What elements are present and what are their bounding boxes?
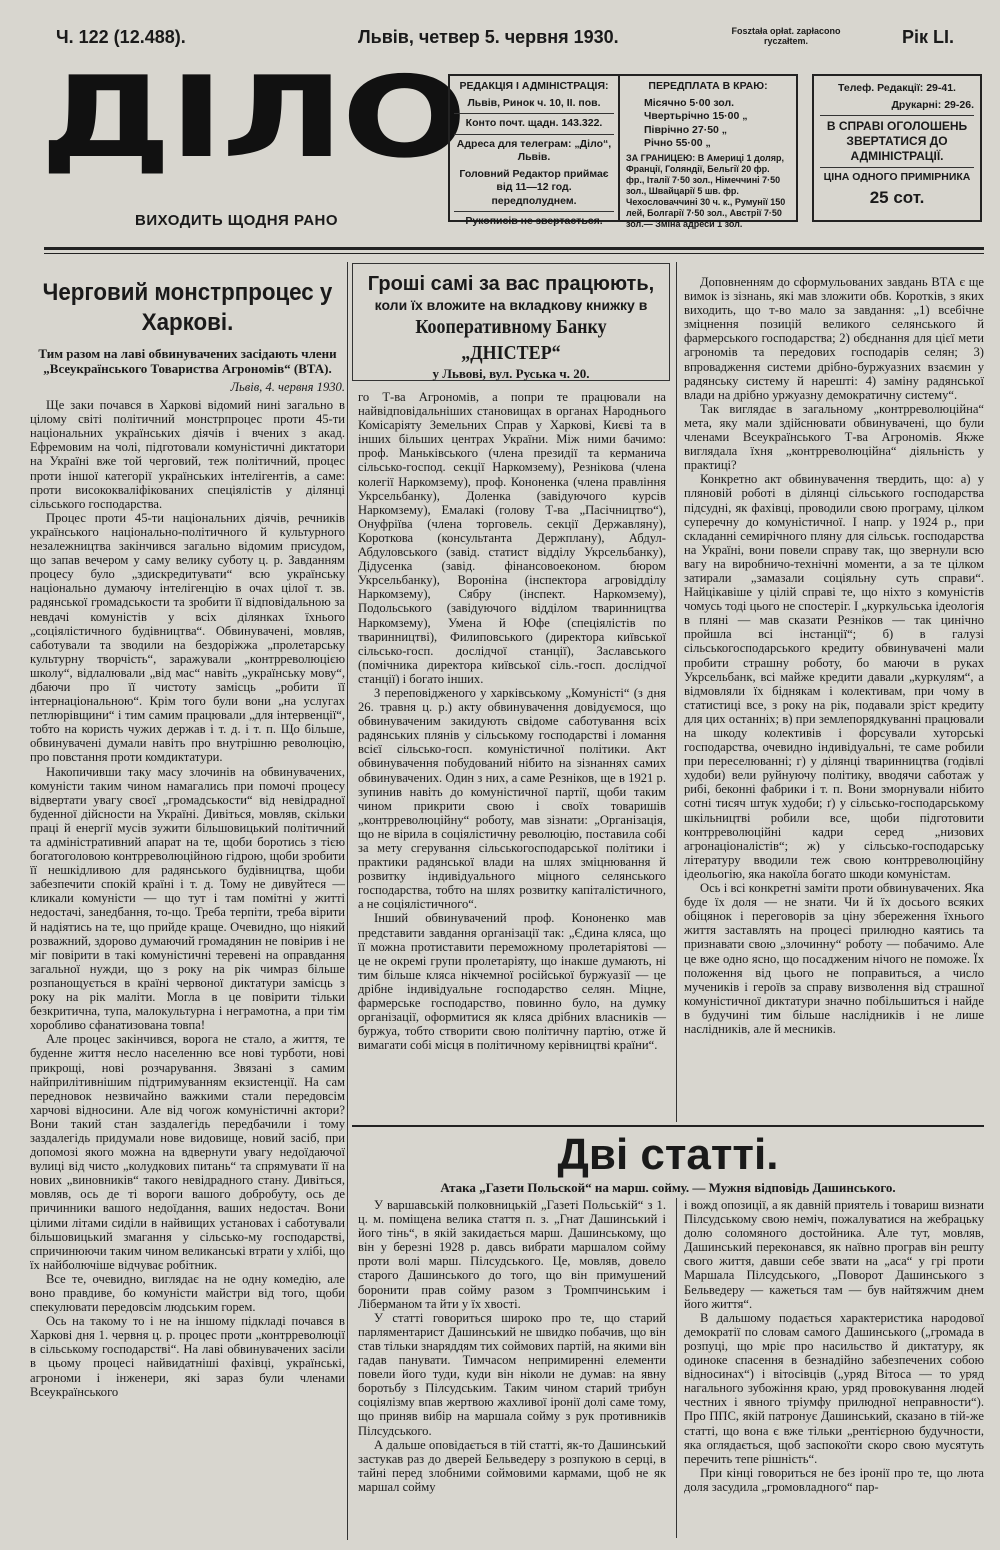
- article1-column-right: [684, 275, 984, 1036]
- box-line: Адреса для телеграм: „Діло“, Львів.: [456, 137, 612, 163]
- masthead-top-line: [40, 27, 985, 49]
- newspaper-logo: ДІЛО: [40, 53, 465, 183]
- bank-advertisement: [352, 263, 670, 381]
- article1-dateline: Львів, 4. червня 1930.: [230, 380, 345, 394]
- subscription-heading: ПЕРЕДПЛАТА В КРАЮ:: [648, 80, 768, 92]
- ads-note: В СПРАВІ ОГОЛОШЕНЬ ЗВЕРТАТИСЯ ДО АДМІНІСТРАЦІЇ.: [826, 119, 968, 163]
- article1-title: Черговий монстрпроцес у Харкові.: [42, 279, 333, 336]
- section-rule: [352, 1125, 984, 1127]
- header-rule-thin: [44, 253, 984, 254]
- tagline: ВИХОДИТЬ ЩОДНЯ РАНО: [135, 212, 339, 229]
- subscription-row: Річно 55·00 „: [644, 137, 711, 149]
- subscription-box: [620, 74, 798, 229]
- paragraph: го Т-ва Агрономів, а попри те працювали на найвідповідальніших становищах в органах Народнього Комісаріяту Земельних Справ у Харкові, Києві та в інших більших центрах України. Між ними бачимо: проф. Маньківського (члена президії та керманича сільсько-господ. секції Наркомзему), Резнікова (члена колегії Наркомзему), проф. Кононенка (члена правління Укрсельбанку), Доленка (завідуючого курсів Наркомзему), Емалакі (голову Т-ва „Пасічництво“), Онуфріїва (члена торговель. секції Державляну), Короткова (консультанта Держплану), Абдул-Абдуловського (завід. статист відділу Укрсельбанку), Дідусенка (завід. фінансовоеконом. бюром Укрсельбанку), Вороніна (інспектора агровідділу Наркомзему), Сябру (інспект. Наркомзему), Подольського (завідуючого відділом тваринництва Наркомзему), Умена й Юфе (спеціялістів по тваринництві), Филиповського (директора київської сільсько-госп. дослідчої станції), Заславського (помічника директора київської сіль.-госп. дослідчої станції) і богато інших.: [358, 390, 666, 686]
- article2-title: Дві статті.: [557, 1130, 779, 1179]
- box-line: РЕДАКЦІЯ І АДМІНІСТРАЦІЯ:: [459, 80, 609, 92]
- column-divider: [676, 262, 677, 1122]
- subscription-row: Чвертьрічно 15·00 „: [644, 110, 748, 122]
- article2-column-left: [358, 1198, 666, 1494]
- article2-column-right: [684, 1198, 984, 1494]
- article1-column-left: [30, 278, 345, 1399]
- subscription-row: Місячно 5·00 зол.: [644, 96, 735, 109]
- column-divider: [676, 1198, 677, 1538]
- paragraph: Ось і всі конкретні заміти проти обвинувачених. Яка буде їх доля — не знати. Чи й їх досього всяких обіцянок і переговорів за ціну збереження їхнього життя заставлять на процесі прилюдно каятись та признавати свою „злочинну“ роботу — побачимо. Але це вже одно ясно, що посадженим нічого не поможе. Їх положення від цього не поправиться, а число мучеників і героїв за справу визволення від страшної комуністичної диктатури значно побільшиться і найде в будучині тим більше наслідників і не лише наслідників, але й месників.: [684, 881, 984, 1036]
- paragraph: Конкретно акт обвинувачення твердить, що: а) у пляновій роботі в ділянці сільського господарства підсудні, як фахівці, проводили свою програму, цілком суперечну до комуністичної. І напр. у 1924 р., при складанні семирічного пляну для сільськ. господарства на Україні, вони повели справу так, що звернули всю вагу на виробничо-технічні моменти, а за те цілком затирали „замазали соціяльну суть справи“. Найцікавіше у цілій справі те, що ніхто з комуністів чомусь тоді цього не спостеріг. І „куркульська ідеологія в пляні — мав сказати Резніков — так цинічно пройшла всі інстанції“; б) в галузі сільськогосподарського кредиту обвинувачені мали пробити страшну роботу, бо маючи в руках Укрсельбанк, всі майже кредити давали „куркулям“, а відмовляли їх біднякам і колективам, при чому в статистиці все, з року на рік, подавали зріст кредиту для цих останніх; в) при землепорядкуванні працювали на шкоду колективів і форсували хуторські господарства, очевидно індивідуальні, те саме робили при переселюванні; г) у ділянці тваринництва (годівлі худоби) вели руйнуючу політику, вводячи саботаж у рибі, беконні фабрики і т. п. Вони зморнували нібито сотні тисяч штук худоби; ґ) у сільсько-господарському шкільництві робили все, щоби підготовити контрреволюційні кадри серед „низових агронаціоналістів“; ж) у сільсько-господарську літературу вводили теж свою контрреволюційну ідеольогію, яка накоїла богато шкоди комуністам.: [684, 472, 984, 881]
- paragraph: При кінці говориться не без іронії про те, що люта доля засудила „громовладного“ пар-: [684, 1465, 984, 1494]
- price-value: 25 сот.: [869, 187, 925, 207]
- paragraph: А дальше оповідається в тій статті, як-то Дашинський застукав раз до дверей Бельведеру з розпукою в серці, в тайні перед злобними соймовими кармами, щоб не як маршал сойму: [358, 1437, 666, 1494]
- issue-date: Львів, четвер 5. червня 1930.: [358, 27, 619, 47]
- price-label: ЦІНА ОДНОГО ПРИМІРНИКА: [823, 171, 971, 183]
- editorial-info-box: [448, 74, 620, 227]
- paragraph: Все те, очевидно, виглядає на не одну комедію, але воно правдиве, бо комуністи майстри від того, щоби спекулювати передовсім людським горем.: [30, 1271, 345, 1315]
- paragraph: Інший обвинувачений проф. Кононенко мав представити завдання організації так: „Єдина кляса, що її можна протиставити переможному пролетаріятові — це не окремі групи пролетаріяту, що інакше думають, ні тим більше кляса нікчемної російської буржуазії — це дрібне індивідуальне господарство селян. Міцне, фармерське господарство, повинно було, на думку організації, оформитися як кляса дрібних власників — буржуа, тобто створити свою політичну партію, отже й вимагати собі місця в політичному керівництві країни“.: [358, 911, 666, 1053]
- phone-line: Телеф. Редакції: 29-41.: [838, 82, 956, 94]
- article1-column-middle: [358, 390, 666, 1052]
- ad-bank-name: Кооперативному Банку „ДНІСТЕР“: [415, 316, 607, 364]
- ad-headline: Гроші самі за вас працюють,: [367, 273, 655, 295]
- box-line: Львів, Ринок ч. 10, II. пов.: [467, 96, 601, 109]
- paragraph: Накопичивши таку масу злочинів на обвинувачених, комуністи таким чином намагались при помочі процесу відвертати увагу своєї „громадськости“ від невідрадної буденної дійсности на Україні. Дивіться, мовляв, скільки праці й енергії мусів зужити більшовицький політичний та адміністративний апарат на те, щоби боротись з тією богатоголовою контрреволюційною гідрою, щоби зробити її нешкідливою для радянського будівництва, щоби забезпечити спокій країні і т. д. Тому не дивуйтеся — кликали комуністи — що тут і там помітні у житті недостачі, занедбання, то-що. Треба терпіти, треба вірити й надіятись на те, що прийде краще. Очевидно, що ніякий розважний, здорово думаючий громадянин не повірив і не міг повірити в такі комуністичні теревені на оправдання загальної нужди, що з року на рік чимраз більше розпанощується в країні червоної диктатури замісць з року на рік маліти. Могла в це повірити тільки безкритична, тупа, малокультурна і неграмотна, а при тім хоробливо сфанатизована товпа!: [30, 764, 345, 1033]
- ad-address: у Львові, вул. Руська ч. 20.: [432, 366, 590, 381]
- subscription-abroad: ЗА ГРАНИЦЕЮ: В Америці 1 доляр, Франції, Голяндії, Бельгії 20 фр. фр., Італії 7·50 зол., Німеччині 7·50 зол., Швайцарії 5 шв. фр. Чехословаччині 30 ч. к., Румунії 150 лей, Болгарії 7·50 зол., Австрії 7·50 зол.— Зміна адреси 1 зол.: [626, 152, 786, 229]
- article2-subtitle: Атака „Газети Польской“ на марш. сойму. — Мужня відповідь Дашинського.: [440, 1180, 896, 1195]
- paragraph: У статті говориться широко про те, що старий парляментарист Дашинський не швидко побачив, що він став тільки знаряддям тих соймових партій, на якими він гадав панувати. Тимчасом непримиренні елементи повели його туди, куди він ніколи не думав: на явну боротьбу з Пілсудським. Таким чином старий трибун соціялізму впав жертвою жахливої іронії долі саме тому, що приняв вибір на маршала сойму з рук противників Пілсудського.: [358, 1310, 666, 1438]
- contacts-box: [812, 74, 982, 222]
- paragraph: Але процес закінчився, ворога не стало, а життя, те буденне життя несло населенню все нові турботи, нові прикрощі, нові розчарування. Звязані з самим найприлітивнішим підтримуванням екзистенції. На сам передновок незвичайно важкими стали передовсім харчові відносини. Але від чогож комуністичні актори? Вони такий стан заздалегідь передбачили і тому заздалегідь придумали нове видовище, новий засіб, при допомозі якого можна на вдвернути увагу недоїдаючої вулиці від чисто „колудкових питань“ та спрямувати її на нових „виновників“ такого невідрадного стану. Дивіться, мовляв, ось де ті вороги вашого добробуту, ось де причинники вашого недоїдання, ваших недостач. Вони цілими літами сиділи в найвищих установах і саботували більшовицький змагання у сільсько-му господарстві, спричинюючи таким чином великанські втрати у хлібі, що їх найболючіше відчуває робітник.: [30, 1032, 345, 1272]
- year-label: Рік LI.: [902, 27, 955, 47]
- header-rule: [44, 247, 984, 250]
- box-line: Конто почт. щадн. 143.322.: [465, 117, 603, 129]
- box-line: Рукописів не звертається.: [465, 215, 603, 227]
- paragraph: Ще заки почався в Харкові відомий нині загально в цілому світі політичний монстрпроцес проти 45-ти національних українських діячів і вчених з акад. Ефремовим на чолі, підготовали комуністичні диктатори на Україні вже той черговий, теж політичний, процес проти іншої категорії українських інтелігентів, а саме: проти висококваліфікованих спеціялістів у ділянці сільського господарства.: [30, 398, 345, 511]
- paragraph: Процес проти 45-ти національних діячів, речників українського національно-політичного й культурного незалежництва закінчився загально відомим присудом, що запав вечером у саму велику суботу ц. р. Завданням процесу було „здискредитувати“ всю українську національно думаючу інтелігенцію в очах цілої т. зв. радянської громадськости та зробити її відповідальною за невдачі комуністів у всіх ділянках їхнього „соціялістичного будівництва“. Обвинувачені, мовляв, саботували та зводили на бездоріжжа „пролетарську культурну творчість“, заражували „контрреволюцією школу“, відлалювали „від мас“ навіть „українську мову“, дбаючи про її чистоту замісць „робити її інтернаціональною“. Крім того були вони „на услугах петлюрівщини“ і тим самим працювали „для інтервенції“, тобто на користь чужих держав і т. д. і т. п. Що більше, обвинувачені думали навіть про внутрішню революцію, про повстання проти комдиктатури.: [30, 510, 345, 765]
- box-line: Головний Редактор приймає від 11—12 год. передполуднем.: [459, 167, 609, 207]
- paragraph: Так виглядає в загальному „контрреволюційна“ мета, яку мали здійснювати обвинувачені, що були членами Всеукраїнського Т-ва Агрономів. Якже виглядала їхня „контрреволюційна“ діяльність у практиці?: [684, 401, 984, 473]
- paragraph: і вожд опозиції, а як давній приятель і товариш визнати Пілсудському свою неміч, пожалуватися на жебрацьку долю соломяного достойника. Але тут, мовляв, Дашинський переконався, як наївно програв він решту свого життя, давши себе звати на „аса“ у грі проти Маршала Пілсудського, „Поворот Дашинського з Бельведеру — кажеться там — був найтяжчим днем його життя“.: [684, 1198, 984, 1311]
- paragraph: З переповідженого у харківському „Комуністі“ (з дня 26. травня ц. р.) акту обвинувачення довідуємося, що обвинуваченим закидують свідоме саботування всіх радянських плянів у сільському господарстві і ломання всієї сільсько-госп. комуністичної політики. Акт обвинувачення побудований нібито на зізнаннях самих обвинувачених. Один з них, а саме Резніков, ще в 1921 р. зупинив навіть до комуністичної партії, щоби таким чином прикрити свою і своїх товаришів „контрреволюційну“ роботу, мав зізнати: „Організація, що не вірила в соціялістичну революцію, поставила собі за мету сгерування сільськогосподарської політики і практики радянської влади на шлях зміцнювання й розвитку індивідуального міцного селянського господарства, тобто на шлях розвитку капіталістичного, а не соціялістичного“.: [358, 685, 666, 912]
- print-phone-line: Друкарні: 29-26.: [891, 98, 974, 111]
- column-divider: [347, 262, 348, 1540]
- paragraph: У варшавській полковницькій „Газеті Польській“ з 1. ц. м. поміщена велика стаття п. з. „Гнат Дашинський і його тінь“, в якій закидається марш. Дашинському, що він у березні 1928 р. давсь вибрати маршалом сойму проти волі марш. Пілсудського. Це, мовляв, довело старого Дашинського до того, що він примушений боронити прав сойму разом з Тромпчинським і Ліберманом та йти у їх хвості.: [358, 1198, 666, 1311]
- ad-line: коли їх вложите на вкладкову книжку в: [374, 297, 648, 313]
- paragraph: Ось на такому то і не на іншому підкладі почався в Харкові дня 1. червня ц. р. процес проти „контрреволюції в сільському господарстві“. На лаві обвинувачених засіли в цьому процесі найвидатніші фахівці, українські, агрономи і інженери, які зараз були членами Всеукраїнського: [30, 1314, 345, 1399]
- article1-subtitle: Тим разом на лаві обвинувачених засідають члени „Всеукраїнського Товариства Агрономів“ (ВТА).: [38, 346, 337, 376]
- subscription-row: Піврічно 27·50 „: [644, 123, 728, 136]
- paragraph: Доповненням до сформульованих завдань ВТА є ще вимок із зізнань, які мав зложити обв. Коротків, з яких виходить, що т-во мало за завдання: „1) всебічне зміцнення позицій великого селянського й фармерського господарства; 2) обєднання для цієї мети агрономів та передових господарів селян; 3) впровадження системи дрібно-буржуазних взаємин у радянську систему й нарешті: 4) заміну радянської влади на дрібно уржуазну демократичну систему“.: [684, 275, 984, 402]
- issue-number: Ч. 122 (12.488).: [56, 27, 186, 47]
- paragraph: В дальшому подається характеристика народової демократії по словам самого Дашинського („громада в розпуці, що мріє про насильство й диктатуру, як одиноке спасення в безнадійно забезпечених собою відносинах“) і вітосівців („уряд Вітоса — то уряд нагального зубожіння краю, уряд провокування людей честних і явного тріумфу прилюдної неправности“). Про ППС, якій патронує Дашинський, сказано в тій-же статті, що вона є вже тільки „рентієрною будучности, яка оглядається, щоб заспокоїти скоро свою мусятуть перечить тепе рішність“.: [684, 1310, 984, 1466]
- postal-note: Foształa opłat. zapłacono ryczałtem.: [731, 26, 841, 46]
